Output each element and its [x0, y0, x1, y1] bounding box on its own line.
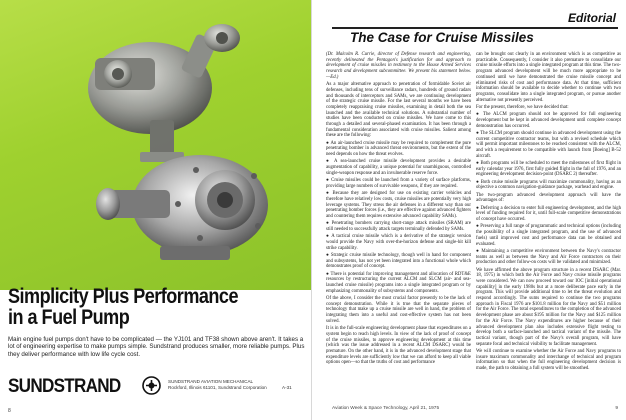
paragraph: It is in the full-scale engineering development phase that expenditures on a system begin to reach high levels. In view of the lack of proof of concept of the cruise missiles, to approve engineering development at this time (which was the issue addressed in a recent ALCM DSARC) would be premature. On the other hand, it is in the advanced development stage that expenditure levels are sufficiently low that we can afford to keep all viable options open—so that the truths of cost and performance: [326, 326, 471, 366]
paragraph: ● Both cruise missile programs will maximize commonality, having as an objective a common navigation-guidance package, warhead and engine.: [476, 179, 621, 191]
paragraph: We have affirmed the above program structure in a recent DSARC (Mar. 18, 1975) in which both the Air Force and Navy cruise missile programs were considered. We can now proceed toward our IOC [initial operational capability] in the early 1980s but at a more deliberate pace early in the program. This will provide additional time to let the threat evolution and respond accordingly. The sums required to continue the two programs approach in Fiscal 1976 are $101.8 million for the Navy and $51 million for the Air Force. The total expenditures to the completion of the advanced development phase are about $195 million for the Navy and $125 million for the Air Force. The Navy expenditures are higher because of their advanced development plan also includes extensive flight testing to develop both a surface-launched and tactical variant of the missile. The tactical variant, though part of the Navy's overall program, will have separate focal and technical visibility to facilitate management.: [476, 267, 621, 347]
section-label: Editorial: [567, 11, 616, 25]
advertisement-page: [0, 0, 311, 420]
editorial-page: [312, 0, 626, 420]
paragraph: ● Penetrating bombers carrying short-range attack missiles (SRAM) are still needed to successfully attack targets terminally defended by SAMs.: [326, 221, 471, 232]
paragraph: ● The SLCM program should continue in advanced development using the current competitive contractor teams, but with a revised schedule which will permit important milestones to be reached consistent with the ALCM, and with a requirement to be compatible with launch from [Boeing] B-52 aircraft.: [476, 130, 621, 159]
paragraph: ● Maintaining a competitive environment between the Navy's contractor teams as well as between the Navy and Air Force contractors on their production and other follow-on costs will be validated and minimized.: [476, 248, 621, 266]
fuel-pump-photo: [0, 0, 311, 290]
paragraph: As a major alternative approach to penetration of formidable Soviet air defenses, including tens of surveillance radars, hundreds of ground radars and thousands of interceptors and SAMs, we are continuing development of the strategic cruise missile. For the last several months we have been completely reappraising cruise missiles, examining in detail both the sea launched and the available technical solutions. A substantial number of studies have been conducted on cruise missiles. We have come to this through a detailed and several-phased examination. It has been through a fundamental consideration associated with cruise missiles. Salient among these are the following:: [326, 82, 471, 139]
ad-body-copy: Main engine fuel pumps don't have to be complicated — the YJ101 and TF38 shown above aren't. It takes a lot of engineering expertise to make pumps simple. Sundstrand produces smaller, more reliable pumps. Plus they deliver performance with low life cycle cost.: [8, 336, 305, 358]
paragraph: ● Because they are designed for use on existing carrier vehicles and therefore have relatively low costs, cruise missiles are potentially very high leverage systems. They stress the air defenses in a different way than our penetrating bomber forces (i.e., they are effective against advanced fighters and countering them requires extensive advanced capability SAMs).: [326, 191, 471, 219]
article-column-2: [476, 52, 621, 373]
ad-headline-line-2: in a Fuel Pump: [8, 306, 130, 329]
right-page-number: 9: [615, 406, 618, 411]
ad-headline: [8, 286, 263, 328]
paragraph: Of the above, I consider the most crucial factor presently to be the lack of concept demonstration. While it is true that the separate pieces of technology that make up a cruise missile are well in hand, the problem of integrating them into a useful and cost-effective system has not been solved.: [326, 296, 471, 324]
paragraph: ● A sea-launched cruise missile development provides a desirable augmentation of capability, a unique potential for unambiguous, controlled single-weapon response and an invulnerable reserve force.: [326, 159, 471, 176]
left-page-number: 8: [8, 408, 11, 414]
lower-pump: [96, 155, 268, 260]
company-code: A-31: [282, 384, 292, 390]
sundstrand-emblem-icon: [142, 376, 161, 395]
ad-headline-line-1: Simplicity Plus Performance: [8, 285, 238, 308]
paragraph: ● There is potential for improving management and allocation of RDT&E resources by restructuring the current ALCM and SLCM (air- and sea-launched cruise missile) programs into a single integrated program or by emphasizing commonality of subsystems and components.: [326, 271, 471, 294]
paragraph: ● The ALCM program should not be approved for full engineering development but be kept in advanced development until complete concept demonstration has occurred.: [476, 112, 621, 129]
paragraph: can be brought out clearly in an environment which is as competitive as practicable. Consequently, I consider it also premature to consolidate our cruise missile efforts into a single integrated program at this time. The two-program advanced development will be much more appropriate to be continued until we have demonstrated the cruise missile concept and eliminated risks of cost and performance data. At that time, sufficient information should be available to decide whether to continue with two programs, consolidate into a single integrated program, or pursue another alternative not presently perceived.: [476, 52, 621, 103]
publication-line: Aviation Week & Space Technology, April 21, 1975: [332, 406, 440, 411]
upper-pump: [88, 24, 240, 162]
paragraph: The two-program advanced development approach will have the advantages of:: [476, 192, 621, 204]
ad-signature: [6, 376, 306, 400]
sundstrand-logo: SUNDSTRAND: [8, 376, 121, 397]
article-title: The Case for Cruise Missiles: [350, 30, 534, 45]
company-name: SUNDSTRAND AVIATION MECHANICAL: [168, 379, 254, 384]
paragraph: ● Deferring a decision to enter full engineering development, and the high level of funding required for it, until full-scale competitive demonstrations of concept have occurred.: [476, 205, 621, 223]
paragraph: ● Cruise missiles could be launched from a variety of surface platforms, providing large numbers of survivable weapons, if they are required.: [326, 178, 471, 189]
paragraph: ● An air-launched cruise missile may be required to complement the pure penetrating bomber in advanced threat environments, but the extent of the need depends on how the threat evolves.: [326, 140, 471, 158]
paragraph: ● Strategic cruise missile technology, though well in hand for component and subsystems, has not yet been integrated into a functional whole which demonstrates proof of concept.: [326, 252, 471, 270]
paragraph: We will continue to examine whether the Air Force and Navy programs to insure maximum commonality and interchange of technical and program information so that when the full engineering development decision is made, the path to obtaining a full system will be smoothed.: [476, 348, 621, 372]
paragraph: ● Preserving a full range of programmatic and technical options (including the possibility of a single integrated program, and the use of advanced fuels) until improved cost and performance data can be obtained and evaluated.: [476, 224, 621, 247]
company-location: Rockford, Illinois 61101, Sundstrand Corporation: [168, 384, 267, 390]
article-column-1: [326, 52, 471, 368]
paragraph: ● A tactical cruise missile which is a derivative of the strategic version would provide the Navy with over-the-horizon defense and single-hit kill strike capability.: [326, 234, 471, 251]
section-rule: [332, 27, 618, 29]
paragraph: ● Both programs will be scheduled to meet the milestones of first flight in early calendar year 1976, first fully guided flight in the fall of 1976, and an engineering development decision-point (DSARC 2) thereafter.: [476, 161, 621, 178]
company-address: [168, 379, 292, 390]
fuel-pump-illustration: [0, 0, 311, 290]
article-byline: (Dr. Malcolm R. Currie, director of Defense research and engineering, recently delineated the Pentagon's justification for and approach to development of cruise missiles in testimony to the House Armed Services research and development subcommittee. We present his statement below.—Ed.): [326, 52, 471, 80]
paragraph: For the present, therefore, we have decided that:: [476, 104, 569, 110]
